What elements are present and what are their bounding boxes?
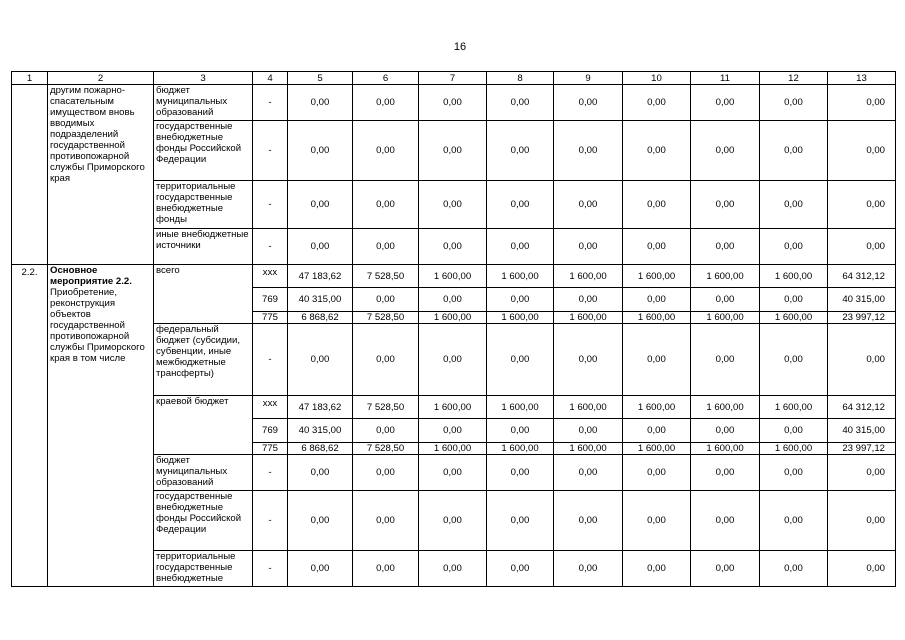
cell-value-col6: 7 528,50 bbox=[353, 396, 419, 419]
column-number-4: 4 bbox=[253, 72, 288, 85]
cell-value-col13: 40 315,00 bbox=[828, 419, 896, 443]
cell-value-col6: 0,00 bbox=[353, 491, 419, 551]
cell-value-col9: 1 600,00 bbox=[554, 265, 623, 288]
cell-value-col9: 1 600,00 bbox=[554, 312, 623, 324]
cell-value-col5: 40 315,00 bbox=[288, 419, 353, 443]
cell-value-col12: 0,00 bbox=[760, 121, 828, 181]
cell-code: 775 bbox=[253, 443, 288, 455]
funding-source-regional: краевой бюджет bbox=[154, 396, 253, 455]
cell-value-col8: 1 600,00 bbox=[487, 312, 554, 324]
cell-value-col10: 0,00 bbox=[623, 85, 691, 121]
cell-value-col9: 0,00 bbox=[554, 85, 623, 121]
cell-value-col9: 0,00 bbox=[554, 491, 623, 551]
cell-value-col5: 47 183,62 bbox=[288, 396, 353, 419]
cell-value-col11: 0,00 bbox=[691, 324, 760, 396]
cell-value-col6: 0,00 bbox=[353, 455, 419, 491]
cell-value-col5: 6 868,62 bbox=[288, 443, 353, 455]
cell-value-col7: 0,00 bbox=[419, 491, 487, 551]
cell-value-col11: 0,00 bbox=[691, 455, 760, 491]
cell-value-col7: 0,00 bbox=[419, 181, 487, 229]
cell-value-col5: 0,00 bbox=[288, 491, 353, 551]
cell-value-col6: 7 528,50 bbox=[353, 312, 419, 324]
cell-value-col5: 6 868,62 bbox=[288, 312, 353, 324]
cell-value-col8: 1 600,00 bbox=[487, 265, 554, 288]
cell-code: 769 bbox=[253, 288, 288, 312]
cell-value-col13: 64 312,12 bbox=[828, 396, 896, 419]
cell-value-col5: 0,00 bbox=[288, 324, 353, 396]
cell-value-col12: 0,00 bbox=[760, 181, 828, 229]
cell-value-col13: 0,00 bbox=[828, 85, 896, 121]
cell-value-col5: 0,00 bbox=[288, 455, 353, 491]
cell-value-col12: 0,00 bbox=[760, 324, 828, 396]
cell-value-col8: 0,00 bbox=[487, 121, 554, 181]
column-number-1: 1 bbox=[12, 72, 48, 85]
cell-value-col6: 7 528,50 bbox=[353, 443, 419, 455]
cell-value-col10: 1 600,00 bbox=[623, 396, 691, 419]
cell-value-col12: 1 600,00 bbox=[760, 443, 828, 455]
cell-value-col11: 0,00 bbox=[691, 288, 760, 312]
cell-value-col11: 1 600,00 bbox=[691, 312, 760, 324]
cell-value-col7: 1 600,00 bbox=[419, 396, 487, 419]
cell-value-col13: 0,00 bbox=[828, 229, 896, 265]
cell-value-col10: 1 600,00 bbox=[623, 443, 691, 455]
cell-value-col10: 0,00 bbox=[623, 491, 691, 551]
cell-value-col9: 0,00 bbox=[554, 324, 623, 396]
column-number-10: 10 bbox=[623, 72, 691, 85]
cell-value-col11: 0,00 bbox=[691, 181, 760, 229]
cell-value-col8: 0,00 bbox=[487, 288, 554, 312]
cell-value-col10: 0,00 bbox=[623, 551, 691, 587]
cell-value-col11: 1 600,00 bbox=[691, 396, 760, 419]
cell-value-col6: 0,00 bbox=[353, 551, 419, 587]
cell-value-col13: 0,00 bbox=[828, 551, 896, 587]
cell-value-col5: 40 315,00 bbox=[288, 288, 353, 312]
cell-value-col12: 0,00 bbox=[760, 229, 828, 265]
cell-value-col13: 64 312,12 bbox=[828, 265, 896, 288]
cell-value-col10: 0,00 bbox=[623, 455, 691, 491]
cell-value-col13: 0,00 bbox=[828, 491, 896, 551]
cell-value-col8: 0,00 bbox=[487, 551, 554, 587]
cell-value-col8: 1 600,00 bbox=[487, 396, 554, 419]
cell-value-col11: 0,00 bbox=[691, 491, 760, 551]
cell-value-col7: 0,00 bbox=[419, 121, 487, 181]
column-number-2: 2 bbox=[48, 72, 154, 85]
cell-value-col5: 0,00 bbox=[288, 551, 353, 587]
funding-source: государственные внебюджетные фонды Российской Федерации bbox=[154, 121, 253, 181]
cell-value-col12: 0,00 bbox=[760, 551, 828, 587]
column-number-5: 5 bbox=[288, 72, 353, 85]
funding-source: бюджет муниципальных образований bbox=[154, 455, 253, 491]
cell-value-col10: 0,00 bbox=[623, 229, 691, 265]
cell-value-col9: 0,00 bbox=[554, 551, 623, 587]
cell-value-col12: 0,00 bbox=[760, 419, 828, 443]
cell-value-col9: 0,00 bbox=[554, 229, 623, 265]
cell-value-col10: 0,00 bbox=[623, 121, 691, 181]
cell-code: - bbox=[253, 229, 288, 265]
table-row bbox=[12, 85, 896, 121]
cell-value-col8: 1 600,00 bbox=[487, 443, 554, 455]
cell-value-col9: 1 600,00 bbox=[554, 396, 623, 419]
cell-value-col10: 0,00 bbox=[623, 288, 691, 312]
cell-value-col12: 1 600,00 bbox=[760, 265, 828, 288]
cell-value-col13: 0,00 bbox=[828, 455, 896, 491]
cell-code: - bbox=[253, 324, 288, 396]
cell-value-col10: 1 600,00 bbox=[623, 312, 691, 324]
cell-code: 775 bbox=[253, 312, 288, 324]
cell-value-col12: 0,00 bbox=[760, 85, 828, 121]
cell-value-col6: 0,00 bbox=[353, 229, 419, 265]
cell-value-col7: 0,00 bbox=[419, 455, 487, 491]
column-number-12: 12 bbox=[760, 72, 828, 85]
budget-table bbox=[11, 71, 896, 587]
cell-value-col7: 1 600,00 bbox=[419, 265, 487, 288]
cell-value-col6: 0,00 bbox=[353, 181, 419, 229]
funding-source: государственные внебюджетные фонды Российской Федерации bbox=[154, 491, 253, 551]
funding-source: иные внебюджетные источники bbox=[154, 229, 253, 265]
cell-value-col13: 40 315,00 bbox=[828, 288, 896, 312]
cell-value-col7: 1 600,00 bbox=[419, 312, 487, 324]
cell-value-col11: 1 600,00 bbox=[691, 265, 760, 288]
cell-code: - bbox=[253, 491, 288, 551]
column-number-13: 13 bbox=[828, 72, 896, 85]
page-number: 16 bbox=[453, 41, 467, 53]
cell-value-col13: 0,00 bbox=[828, 324, 896, 396]
cell-value-col11: 0,00 bbox=[691, 121, 760, 181]
funding-source: федеральный бюджет (субсидии, субвенции, иные межбюджетные трансферты) bbox=[154, 324, 253, 396]
cell-value-col9: 1 600,00 bbox=[554, 443, 623, 455]
cell-value-col7: 0,00 bbox=[419, 288, 487, 312]
cell-value-col10: 0,00 bbox=[623, 324, 691, 396]
cell-value-col11: 1 600,00 bbox=[691, 443, 760, 455]
cell-code: xxx bbox=[253, 396, 288, 419]
cell-value-col12: 0,00 bbox=[760, 288, 828, 312]
cell-value-col12: 0,00 bbox=[760, 455, 828, 491]
cell-value-col5: 47 183,62 bbox=[288, 265, 353, 288]
cell-value-col8: 0,00 bbox=[487, 324, 554, 396]
cell-value-col5: 0,00 bbox=[288, 85, 353, 121]
cell-number bbox=[12, 85, 48, 265]
funding-source-total: всего bbox=[154, 265, 253, 324]
activity-description: другим пожарно-спасательным имуществом вновь вводимых подразделений государственной противопожарной службы Приморского края bbox=[48, 85, 154, 265]
activity-description: Приобретение, реконструкция объектов государственной противопожарной службы Приморского края в том числе bbox=[50, 287, 145, 364]
column-number-9: 9 bbox=[554, 72, 623, 85]
cell-value-col12: 1 600,00 bbox=[760, 396, 828, 419]
cell-code: xxx bbox=[253, 265, 288, 288]
cell-value-col13: 0,00 bbox=[828, 181, 896, 229]
cell-value-col8: 0,00 bbox=[487, 455, 554, 491]
activity-number: 2.2. bbox=[12, 265, 48, 587]
column-number-header bbox=[12, 72, 896, 85]
cell-code: - bbox=[253, 181, 288, 229]
cell-value-col10: 1 600,00 bbox=[623, 265, 691, 288]
cell-value-col7: 0,00 bbox=[419, 419, 487, 443]
cell-value-col6: 0,00 bbox=[353, 121, 419, 181]
cell-value-col11: 0,00 bbox=[691, 229, 760, 265]
cell-value-col7: 0,00 bbox=[419, 551, 487, 587]
cell-code: - bbox=[253, 121, 288, 181]
cell-value-col7: 0,00 bbox=[419, 324, 487, 396]
cell-value-col13: 0,00 bbox=[828, 121, 896, 181]
cell-value-col5: 0,00 bbox=[288, 181, 353, 229]
cell-value-col5: 0,00 bbox=[288, 229, 353, 265]
cell-value-col8: 0,00 bbox=[487, 491, 554, 551]
column-number-7: 7 bbox=[419, 72, 487, 85]
cell-value-col8: 0,00 bbox=[487, 85, 554, 121]
cell-value-col11: 0,00 bbox=[691, 419, 760, 443]
activity-title: Основное мероприятие 2.2. bbox=[50, 265, 132, 287]
cell-value-col6: 0,00 bbox=[353, 288, 419, 312]
cell-value-col9: 0,00 bbox=[554, 181, 623, 229]
cell-value-col11: 0,00 bbox=[691, 551, 760, 587]
column-number-11: 11 bbox=[691, 72, 760, 85]
cell-value-col9: 0,00 bbox=[554, 288, 623, 312]
cell-code: 769 bbox=[253, 419, 288, 443]
funding-source: территориальные государственные внебюджетные фонды bbox=[154, 181, 253, 229]
funding-source: бюджет муниципальных образований bbox=[154, 85, 253, 121]
cell-value-col10: 0,00 bbox=[623, 181, 691, 229]
cell-value-col13: 23 997,12 bbox=[828, 312, 896, 324]
cell-value-col11: 0,00 bbox=[691, 85, 760, 121]
cell-code: - bbox=[253, 551, 288, 587]
cell-value-col8: 0,00 bbox=[487, 181, 554, 229]
cell-value-col6: 0,00 bbox=[353, 324, 419, 396]
cell-value-col13: 23 997,12 bbox=[828, 443, 896, 455]
cell-value-col7: 1 600,00 bbox=[419, 443, 487, 455]
cell-value-col5: 0,00 bbox=[288, 121, 353, 181]
cell-value-col9: 0,00 bbox=[554, 419, 623, 443]
funding-source: территориальные государственные внебюджетные bbox=[154, 551, 253, 587]
cell-value-col6: 0,00 bbox=[353, 419, 419, 443]
column-number-6: 6 bbox=[353, 72, 419, 85]
column-number-3: 3 bbox=[154, 72, 253, 85]
cell-value-col10: 0,00 bbox=[623, 419, 691, 443]
table-row bbox=[12, 265, 896, 288]
cell-value-col8: 0,00 bbox=[487, 419, 554, 443]
cell-value-col6: 0,00 bbox=[353, 85, 419, 121]
cell-value-col9: 0,00 bbox=[554, 455, 623, 491]
cell-value-col8: 0,00 bbox=[487, 229, 554, 265]
cell-value-col7: 0,00 bbox=[419, 229, 487, 265]
cell-value-col12: 0,00 bbox=[760, 491, 828, 551]
column-number-8: 8 bbox=[487, 72, 554, 85]
activity-cell bbox=[48, 265, 154, 587]
cell-value-col7: 0,00 bbox=[419, 85, 487, 121]
cell-value-col12: 1 600,00 bbox=[760, 312, 828, 324]
cell-value-col6: 7 528,50 bbox=[353, 265, 419, 288]
cell-value-col9: 0,00 bbox=[554, 121, 623, 181]
cell-code: - bbox=[253, 85, 288, 121]
cell-code: - bbox=[253, 455, 288, 491]
